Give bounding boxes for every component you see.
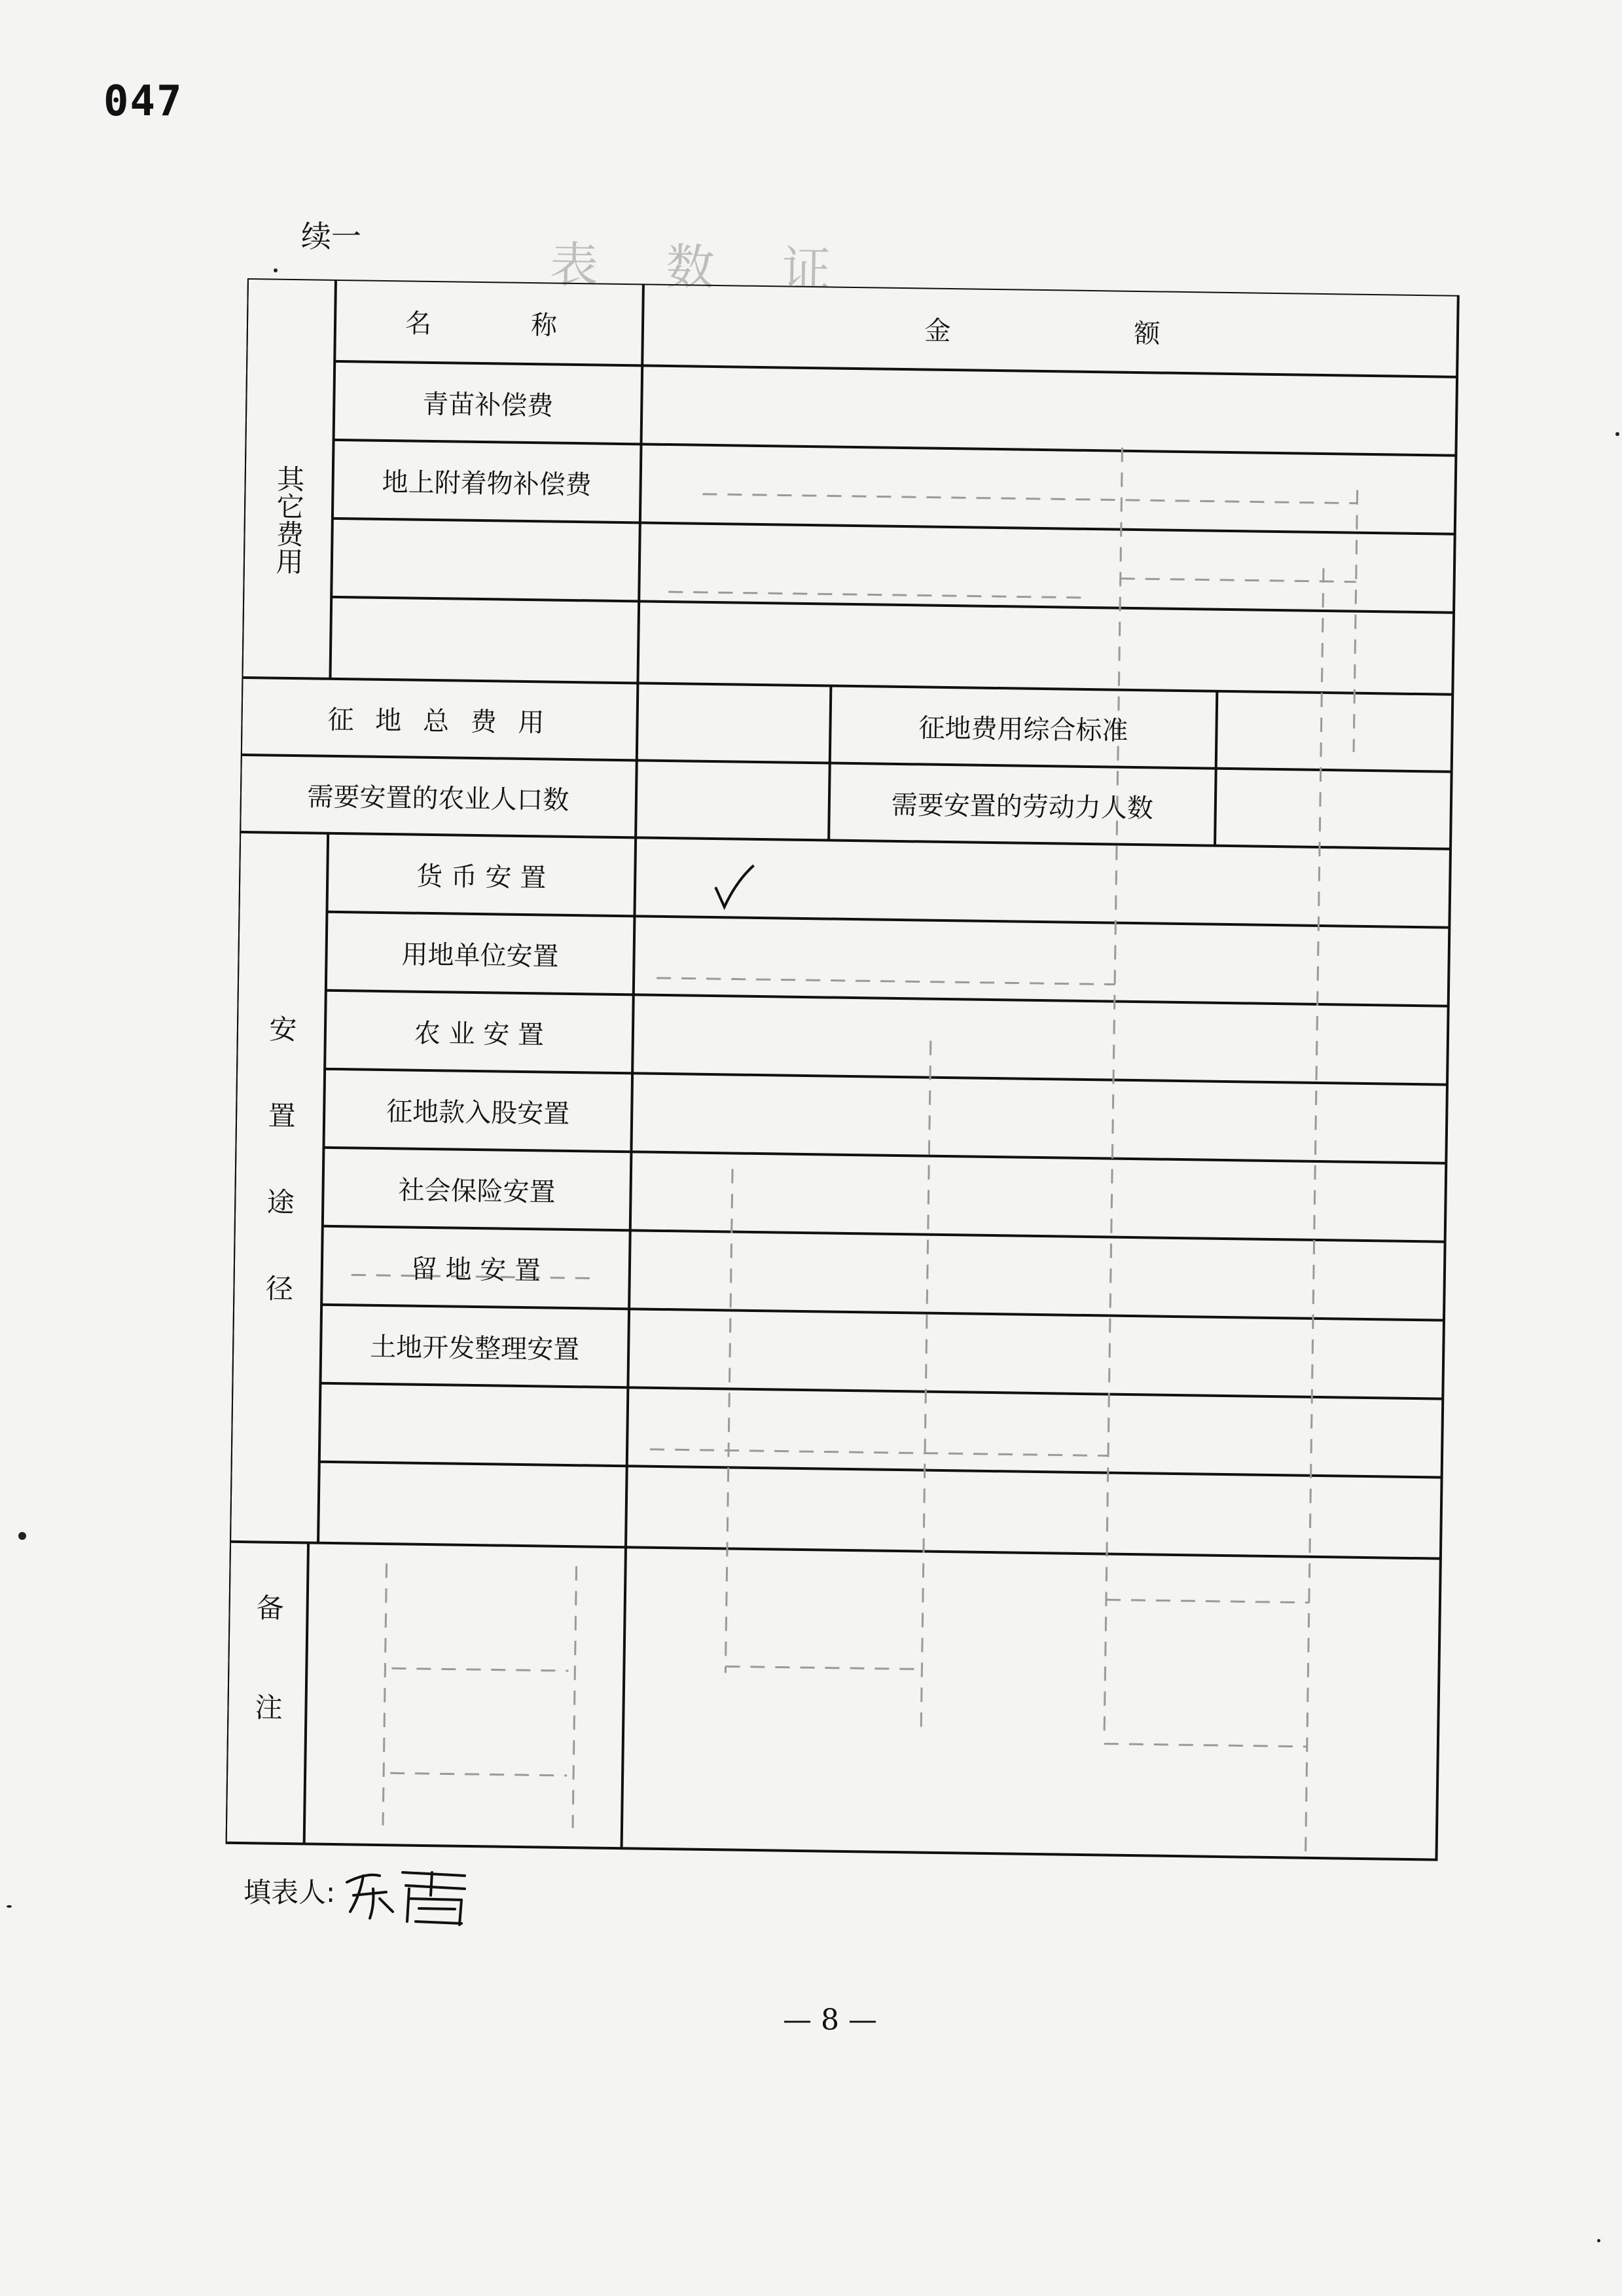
resettlement-row: 社会保险安置 — [398, 1175, 556, 1208]
scan-speck — [1597, 2239, 1600, 2242]
header-amount: 金 额 — [924, 316, 1176, 350]
other-fee-row: 地上附着物补偿费 — [382, 467, 592, 500]
check-mark — [710, 861, 757, 914]
resettlement-row: 留 地 安 置 — [410, 1254, 541, 1286]
total-cost-label: 征 地 总 费 用 — [327, 704, 551, 738]
scan-speck — [1615, 432, 1619, 436]
header-name: 名 称 — [405, 308, 573, 341]
page-code: 047 — [103, 77, 183, 126]
other-fee-row: 青苗补偿费 — [422, 389, 554, 422]
resettlement-row — [319, 1383, 628, 1467]
land-acquisition-table — [225, 278, 1461, 1867]
resettlement-row: 用地单位安置 — [401, 939, 559, 972]
standard-label: 征地费用综合标准 — [918, 712, 1128, 746]
scan-speck — [7, 1905, 12, 1908]
resettlement-row: 货 币 安 置 — [416, 861, 547, 893]
filler-signature — [334, 1859, 478, 1931]
labor-count-label: 需要安置的劳动力人数 — [891, 790, 1154, 824]
faded-bleedthrough-title: 表 数 证 — [549, 236, 857, 299]
scan-speck — [274, 268, 278, 272]
page-number: — 8 — — [783, 2003, 877, 2037]
ag-population-label: 需要安置的农业人口数 — [307, 781, 569, 816]
resettlement-group-label: 安置途径 — [261, 1014, 298, 1361]
filler-label: 填表人: — [243, 1876, 336, 1908]
resettlement-row: 征地款入股安置 — [386, 1096, 570, 1129]
continuation-label: 续一 — [301, 219, 361, 254]
resettlement-row — [318, 1462, 627, 1548]
resettlement-row: 土地开发整理安置 — [369, 1332, 580, 1365]
resettlement-row: 农 业 安 置 — [414, 1018, 545, 1050]
other-fee-row — [331, 519, 640, 602]
other-fee-row — [330, 597, 639, 683]
scan-speck — [18, 1532, 26, 1540]
remarks-label: 备注 — [249, 1593, 285, 1793]
other-fees-group-label: 其它费用 — [272, 464, 306, 575]
